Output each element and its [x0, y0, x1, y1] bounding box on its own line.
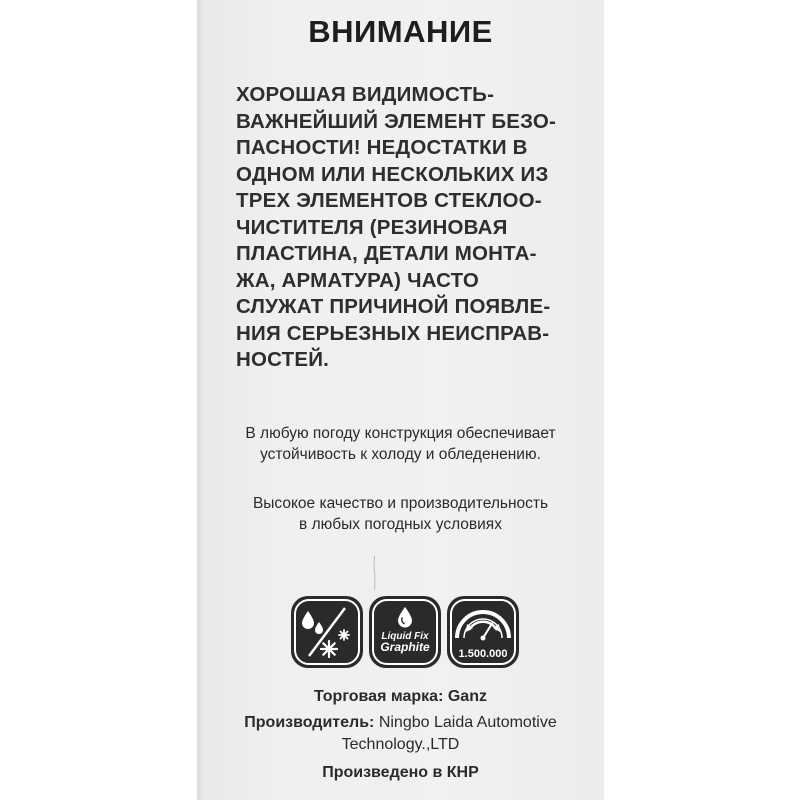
paragraph-line: в любых погодных условиях: [299, 516, 502, 533]
rain-snow-icon: [289, 594, 365, 670]
manufacturer-label: Производитель:: [244, 714, 375, 731]
graphite-label: Graphite: [380, 640, 430, 654]
warning-line: ТРЕХ ЭЛЕМЕНТОВ СТЕКЛОО-: [236, 189, 542, 212]
warning-line: ХОРОШАЯ ВИДИМОСТЬ-: [236, 83, 495, 106]
liquid-fix-graphite-icon: [367, 594, 443, 670]
warning-text: [236, 82, 596, 374]
country-of-origin: Произведено в КНР: [322, 764, 479, 781]
manufacturer-value-line1: Ningbo Laida Automotive: [378, 714, 557, 731]
warning-line: ВАЖНЕЙШИЙ ЭЛЕМЕНТ БЕЗО-: [236, 109, 557, 133]
warning-line: НОСТЕЙ.: [236, 348, 330, 371]
weather-resistance-text: [197, 423, 604, 465]
paragraph-line: устойчивость к холоду и обледенению.: [260, 446, 541, 463]
panel-shadow-edge: [197, 0, 205, 800]
cycles-count: 1.500.000: [458, 648, 508, 660]
paragraph-line: Высокое качество и производительность: [252, 495, 549, 512]
warning-line: ПАСНОСТИ! НЕДОСТАТКИ В: [236, 136, 528, 159]
paragraph-line: В любую погоду конструкция обеспечивает: [245, 425, 556, 442]
feature-icons: [0, 594, 800, 674]
warning-line: СЛУЖАТ ПРИЧИНОЙ ПОЯВЛЕ-: [236, 295, 551, 318]
page-title: ВНИМАНИЕ: [308, 14, 493, 49]
brand-line: [197, 686, 604, 708]
manufacturer-block: [197, 712, 604, 756]
warning-line: ЖА, АРМАТУРА) ЧАСТО: [236, 268, 480, 292]
manufacturer-value-line2: Technology.,LTD: [341, 736, 460, 753]
warning-line: ПЛАСТИНА, ДЕТАЛИ МОНТА-: [236, 242, 537, 265]
brand-value: Ganz: [447, 688, 487, 705]
warning-line: НИЯ СЕРЬЕЗНЫХ НЕИСПРАВ-: [236, 321, 550, 345]
brand-label: Торговая марка:: [314, 688, 444, 705]
warning-line: ЧИСТИТЕЛЯ (РЕЗИНОВАЯ: [236, 215, 508, 239]
surface-scratch: [373, 556, 376, 590]
quality-text: [197, 493, 604, 535]
liquid-fix-label: Liquid Fix: [381, 631, 429, 642]
wiper-cycles-icon: [445, 594, 521, 670]
warning-line: ОДНОМ ИЛИ НЕСКОЛЬКИХ ИЗ: [236, 162, 549, 186]
